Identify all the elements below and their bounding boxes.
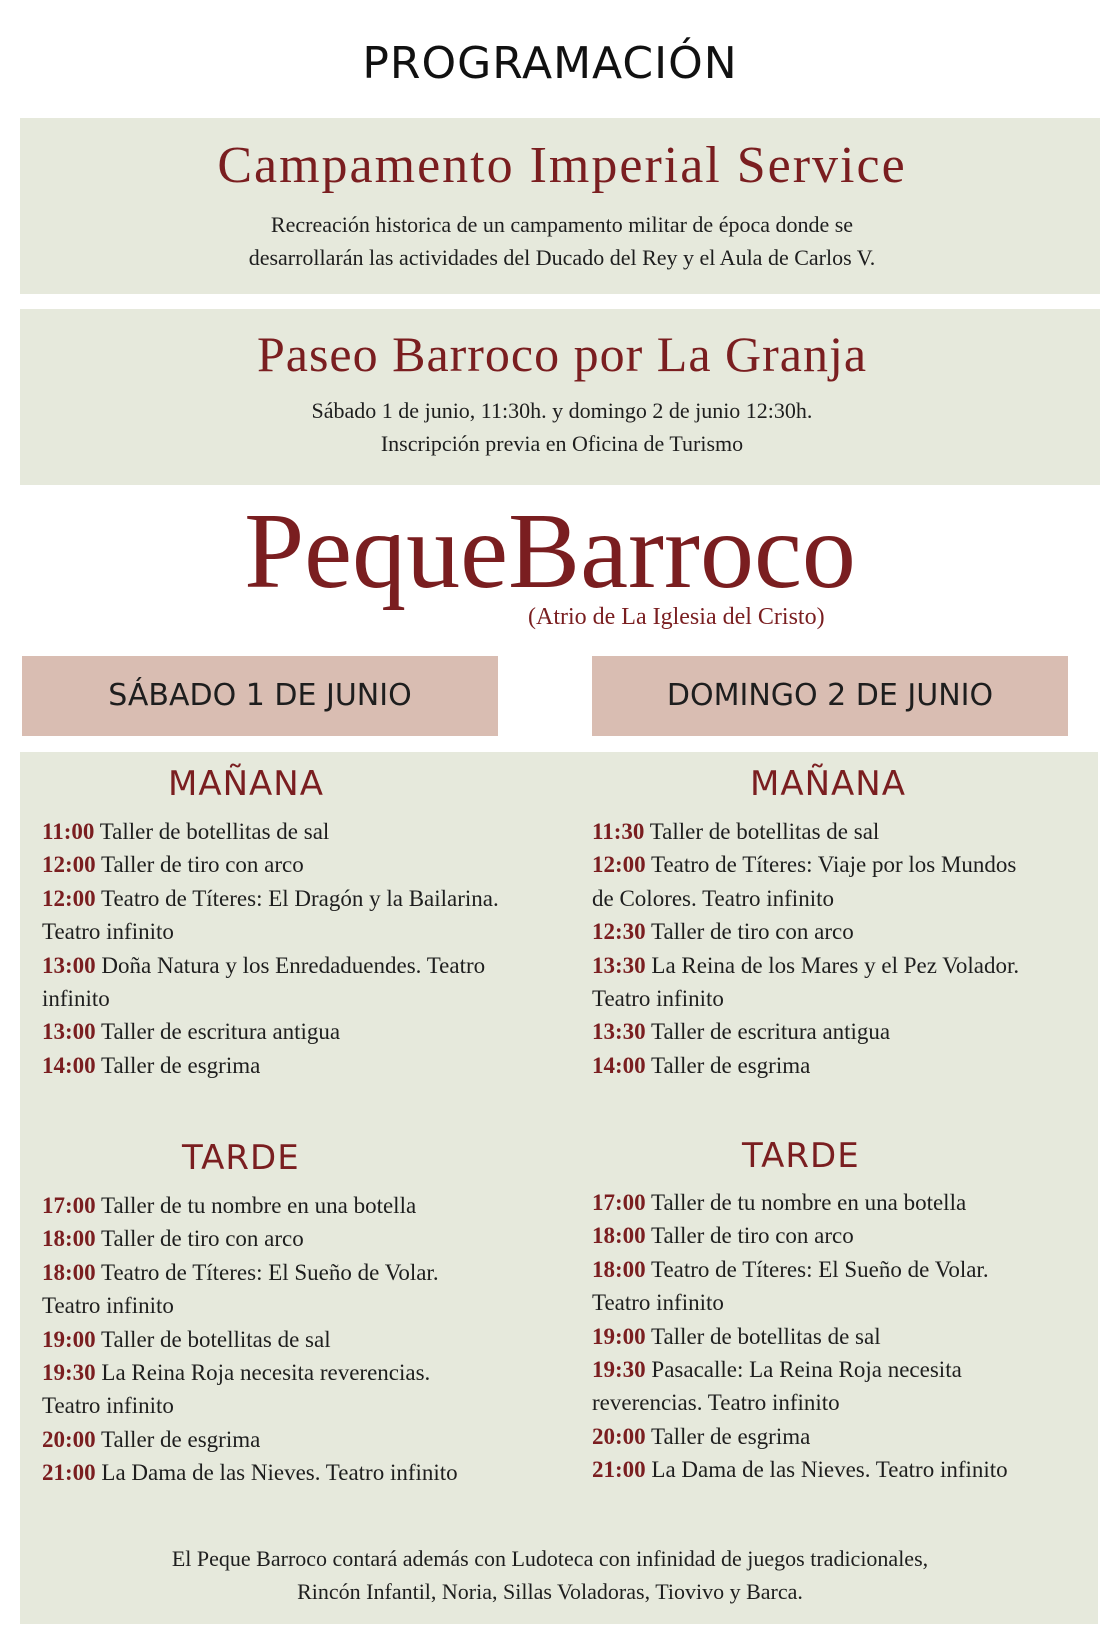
sunday-afternoon-label: TARDE [742, 1136, 860, 1176]
campamento-title: Campamento Imperial Service [217, 137, 907, 194]
pequebarroco-title: PequeBarroco [244, 492, 856, 611]
sunday-morning-label: MAÑANA [750, 764, 906, 804]
page-title: PROGRAMACIÓN [362, 38, 738, 89]
entry-text: Taller de tu nombre en una botella [645, 1190, 967, 1215]
entry-text: Taller de escritura antigua [95, 1019, 341, 1045]
entry-text: Pasacalle: La Reina Roja necesita [645, 1357, 962, 1383]
entry-text: Taller de botellitas de sal [95, 1326, 331, 1352]
entry-text: Taller de escritura antigua [645, 1019, 891, 1045]
entry-time: 18:00 [592, 1223, 646, 1249]
saturday-afternoon-list [42, 1189, 562, 1490]
entry-text: Taller de botellitas de sal [94, 819, 330, 844]
entry-text: Teatro infinito [592, 986, 724, 1012]
entry-time: 12:00 [592, 852, 646, 878]
schedule-entry [42, 848, 562, 881]
schedule-entry [42, 1049, 562, 1082]
sunday-morning-list [592, 815, 1092, 1082]
paseo-panel [20, 309, 1100, 485]
entry-text: Taller de botellitas de sal [644, 819, 880, 844]
entry-time: 19:00 [592, 1323, 646, 1349]
entry-time: 18:00 [42, 1226, 96, 1252]
entry-time: 12:00 [42, 885, 96, 911]
schedule-entry [42, 915, 562, 948]
entry-time: 19:30 [592, 1357, 646, 1383]
entry-text: Taller de tu nombre en una botella [95, 1193, 417, 1218]
schedule-entry [592, 1353, 1092, 1386]
schedule-entry [592, 1219, 1092, 1252]
entry-text: Taller de tiro con arco [95, 852, 304, 878]
schedule-entry [42, 1256, 562, 1289]
campamento-description [20, 208, 1100, 274]
entry-time: 12:00 [42, 852, 96, 878]
schedule-entry [42, 982, 562, 1015]
schedule-entry [42, 1015, 562, 1048]
schedule-entry [592, 982, 1092, 1015]
schedule-entry [42, 815, 562, 848]
schedule-entry [592, 1253, 1092, 1286]
schedule-entry [42, 882, 562, 915]
schedule-entry [592, 949, 1092, 982]
schedule-entry [42, 1189, 562, 1222]
entry-time: 19:30 [42, 1360, 96, 1386]
campamento-panel [20, 118, 1100, 294]
schedule-entry [592, 848, 1092, 881]
schedule-entry [592, 1186, 1092, 1219]
entry-text: Teatro infinito [592, 1290, 724, 1316]
pequebarroco-location: (Atrio de La Iglesia del Cristo) [528, 604, 825, 630]
schedule-entry [592, 915, 1092, 948]
entry-text: Doña Natura y los Enredaduendes. Teatro [95, 952, 486, 978]
entry-time: 14:00 [592, 1052, 646, 1078]
schedule-entry [592, 815, 1092, 848]
entry-text: Taller de tiro con arco [645, 1223, 854, 1249]
schedule-entry [592, 1420, 1092, 1453]
entry-text: Teatro de Títeres: El Sueño de Volar. [645, 1256, 989, 1282]
entry-time: 12:30 [592, 919, 646, 945]
schedule-entry [592, 1453, 1092, 1486]
entry-text: Taller de tiro con arco [95, 1226, 304, 1252]
entry-time: 11:30 [592, 819, 645, 844]
footer-note [0, 1542, 1100, 1608]
entry-time: 17:00 [42, 1193, 96, 1218]
entry-text: La Dama de las Nieves. Teatro infinito [645, 1457, 1008, 1483]
campamento-line-2: desarrollarán las actividades del Ducado del Rey y el Aula de Carlos V. [248, 245, 876, 270]
entry-text: Teatro infinito [42, 919, 174, 945]
entry-time: 13:00 [42, 1019, 96, 1045]
entry-time: 14:00 [42, 1052, 96, 1078]
schedule-entry [42, 1222, 562, 1255]
entry-time: 18:00 [42, 1259, 96, 1285]
entry-text: La Reina de los Mares y el Pez Volador. [645, 952, 1020, 978]
entry-text: La Reina Roja necesita reverencias. [95, 1360, 431, 1386]
entry-text: Teatro de Títeres: El Dragón y la Bailarina. [95, 885, 499, 911]
entry-text: Taller de esgrima [95, 1426, 261, 1452]
paseo-description [20, 394, 1100, 460]
paseo-line-1: Sábado 1 de junio, 11:30h. y domingo 2 de junio 12:30h. [311, 398, 813, 423]
entry-text: Taller de botellitas de sal [645, 1323, 881, 1349]
entry-text: infinito [42, 986, 110, 1012]
footer-line-2: Rincón Infantil, Noria, Sillas Voladoras, Tiovivo y Barca. [297, 1579, 803, 1604]
entry-time: 11:00 [42, 819, 95, 844]
entry-time: 21:00 [42, 1460, 96, 1486]
entry-text: reverencias. Teatro infinito [592, 1390, 840, 1416]
entry-text: Taller de esgrima [95, 1052, 261, 1078]
schedule-entry [592, 1015, 1092, 1048]
schedule-entry [42, 1356, 562, 1389]
paseo-line-2: Inscripción previa en Oficina de Turismo [380, 431, 744, 456]
entry-text: Taller de esgrima [645, 1052, 811, 1078]
entry-time: 17:00 [592, 1190, 646, 1215]
saturday-afternoon-label: TARDE [182, 1138, 300, 1178]
schedule-entry [42, 1389, 562, 1422]
schedule-entry [42, 1323, 562, 1356]
campamento-line-1: Recreación historica de un campamento militar de época donde se [270, 212, 854, 237]
entry-time: 18:00 [592, 1256, 646, 1282]
entry-time: 13:30 [592, 1019, 646, 1045]
sunday-header: DOMINGO 2 DE JUNIO [592, 656, 1068, 736]
saturday-morning-list [42, 815, 562, 1082]
schedule-entry [592, 1386, 1092, 1419]
schedule-entry [42, 1423, 562, 1456]
entry-text: La Dama de las Nieves. Teatro infinito [95, 1460, 458, 1486]
entry-text: de Colores. Teatro infinito [592, 885, 834, 911]
paseo-title: Paseo Barroco por La Granja [256, 326, 868, 382]
schedule-entry [42, 949, 562, 982]
schedule-entry [592, 1049, 1092, 1082]
entry-text: Taller de esgrima [645, 1423, 811, 1449]
entry-time: 19:00 [42, 1326, 96, 1352]
entry-text: Teatro infinito [42, 1293, 174, 1319]
entry-text: Teatro de Títeres: Viaje por los Mundos [645, 852, 1017, 878]
entry-time: 13:30 [592, 952, 646, 978]
footer-line-1: El Peque Barroco contará además con Ludoteca con infinidad de juegos tradicionales, [171, 1546, 929, 1571]
entry-time: 13:00 [42, 952, 96, 978]
entry-time: 21:00 [592, 1457, 646, 1483]
schedule-entry [42, 1289, 562, 1322]
sunday-afternoon-list [592, 1186, 1092, 1487]
entry-text: Teatro infinito [42, 1393, 174, 1419]
entry-time: 20:00 [592, 1423, 646, 1449]
schedule-entry [592, 882, 1092, 915]
schedule-entry [592, 1286, 1092, 1319]
entry-text: Teatro de Títeres: El Sueño de Volar. [95, 1259, 439, 1285]
schedule-entry [592, 1320, 1092, 1353]
schedule-entry [42, 1456, 562, 1489]
saturday-morning-label: MAÑANA [168, 764, 324, 804]
entry-time: 20:00 [42, 1426, 96, 1452]
saturday-header: SÁBADO 1 DE JUNIO [22, 656, 498, 736]
entry-text: Taller de tiro con arco [645, 919, 854, 945]
